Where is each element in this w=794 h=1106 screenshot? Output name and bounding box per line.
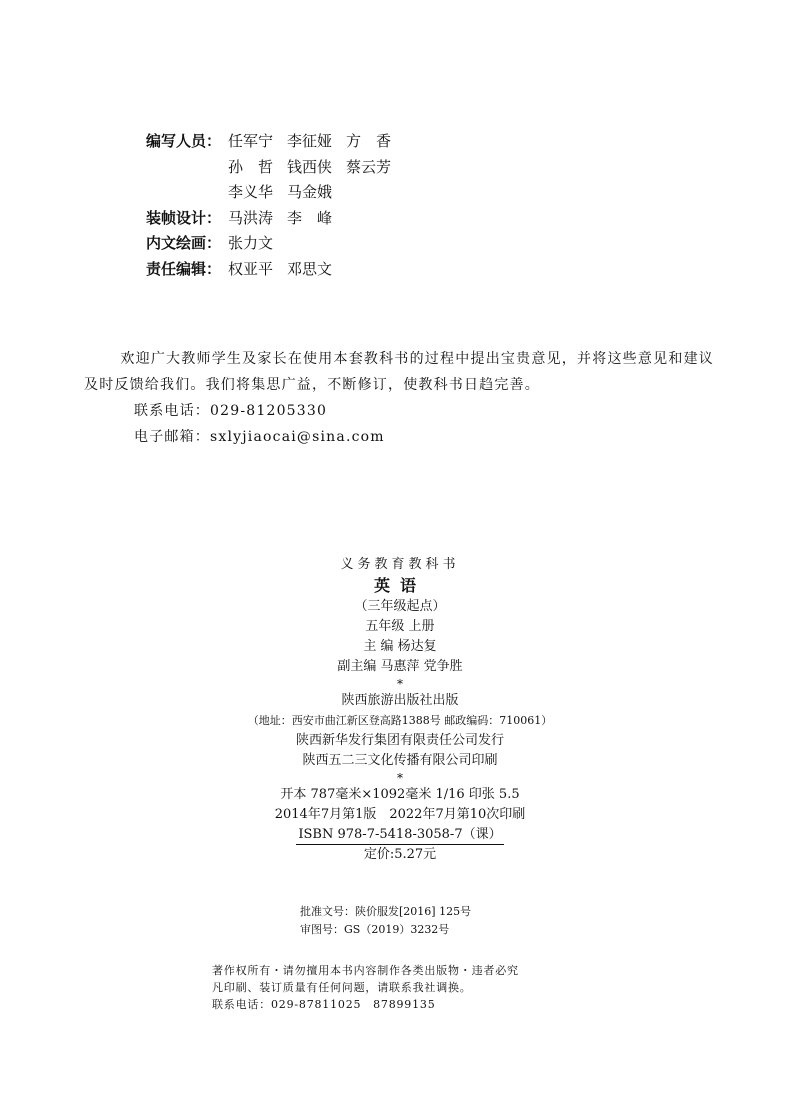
contact-phone: 联系电话：029-81205330 <box>134 403 328 419</box>
credit-row <box>146 129 405 155</box>
credit-name: 任军宁 <box>228 132 274 150</box>
credit-names <box>228 155 405 181</box>
credit-name: 李义华 <box>228 183 274 201</box>
feedback-notice <box>84 346 714 450</box>
isbn: ISBN 978-7-5418-3058-7（课） <box>296 826 503 845</box>
credit-row <box>146 257 405 283</box>
printer: 陕西五二三文化传播有限公司印刷 <box>302 753 498 768</box>
map-review-number: 审图号：GS（2019）3232号 <box>300 923 450 936</box>
credit-label <box>146 180 228 206</box>
credit-name: 李征娅 <box>287 132 333 150</box>
price: 定价:5.27元 <box>363 847 437 862</box>
credit-label: 责任编辑： <box>146 259 222 278</box>
separator-star: * <box>397 677 403 691</box>
credit-label <box>146 155 228 181</box>
copyright-line-1: 著作权所有・请勿擅用本书内容制作各类出版物・违者必究 <box>212 964 519 977</box>
credit-name: 钱西侠 <box>287 157 333 176</box>
printing-history: 2014年7月第1版 2022年7月第10次印刷 <box>274 807 526 822</box>
credit-row <box>146 180 405 206</box>
credits-block <box>146 129 405 282</box>
chief-editor: 主 编 杨达复 <box>363 639 437 654</box>
credit-name: 蔡云芳 <box>346 157 392 176</box>
credit-name: 权亚平 <box>228 259 274 278</box>
credit-name: 张力文 <box>228 234 274 252</box>
credit-names <box>228 129 405 155</box>
credit-names <box>228 231 287 257</box>
publisher-address: （地址：西安市曲江新区登高路1388号 邮政编码：710061） <box>247 714 553 727</box>
credit-row <box>146 206 405 232</box>
copyright-line-2: 凡印刷、装订质量有任何问题，请联系我社调换。 <box>212 981 472 994</box>
credit-label: 装帧设计： <box>146 208 222 227</box>
credit-name: 邓思文 <box>287 259 333 278</box>
credit-names <box>228 206 346 232</box>
distributor: 陕西新华发行集团有限责任公司发行 <box>295 733 504 748</box>
credit-names <box>228 180 346 206</box>
credit-row <box>146 231 405 257</box>
publisher: 陕西旅游出版社出版 <box>341 693 459 708</box>
credit-name: 马洪涛 <box>228 208 274 227</box>
grade-volume: 五年级 上册 <box>365 619 435 634</box>
contact-email: 电子邮箱：sxlyjiaocai@sina.com <box>134 429 385 445</box>
credit-name: 李 峰 <box>287 208 333 227</box>
copyright-line-3: 联系电话：029-87811025 87899135 <box>212 998 436 1011</box>
credit-label: 内文绘画： <box>146 234 222 252</box>
separator-star-2: * <box>397 771 403 785</box>
copyright-notice <box>212 962 519 1013</box>
edition-note: （三年级起点） <box>354 599 446 614</box>
book-title: 英语 <box>373 576 426 595</box>
credit-label: 编写人员： <box>146 132 222 150</box>
colophon <box>190 555 610 865</box>
credit-name: 马金娥 <box>287 183 333 201</box>
deputy-editors: 副主编 马惠萍 党争胜 <box>337 659 463 674</box>
series-name: 义务教育教科书 <box>340 557 460 572</box>
credit-name: 孙 哲 <box>228 157 274 176</box>
credit-row <box>146 155 405 181</box>
book-specs: 开本 787毫米×1092毫米 1/16 印张 5.5 <box>280 787 520 802</box>
feedback-paragraph: 欢迎广大教师学生及家长在使用本套教科书的过程中提出宝贵意见，并将这些意见和建议及时反馈给我们。我们将集思广益，不断修订，使教科书日趋完善。 <box>84 351 714 393</box>
credit-names <box>228 257 346 283</box>
approval-numbers <box>300 903 471 939</box>
credit-name: 方 香 <box>346 132 392 150</box>
price-approval: 批准文号：陕价服发[2016] 125号 <box>300 905 472 918</box>
